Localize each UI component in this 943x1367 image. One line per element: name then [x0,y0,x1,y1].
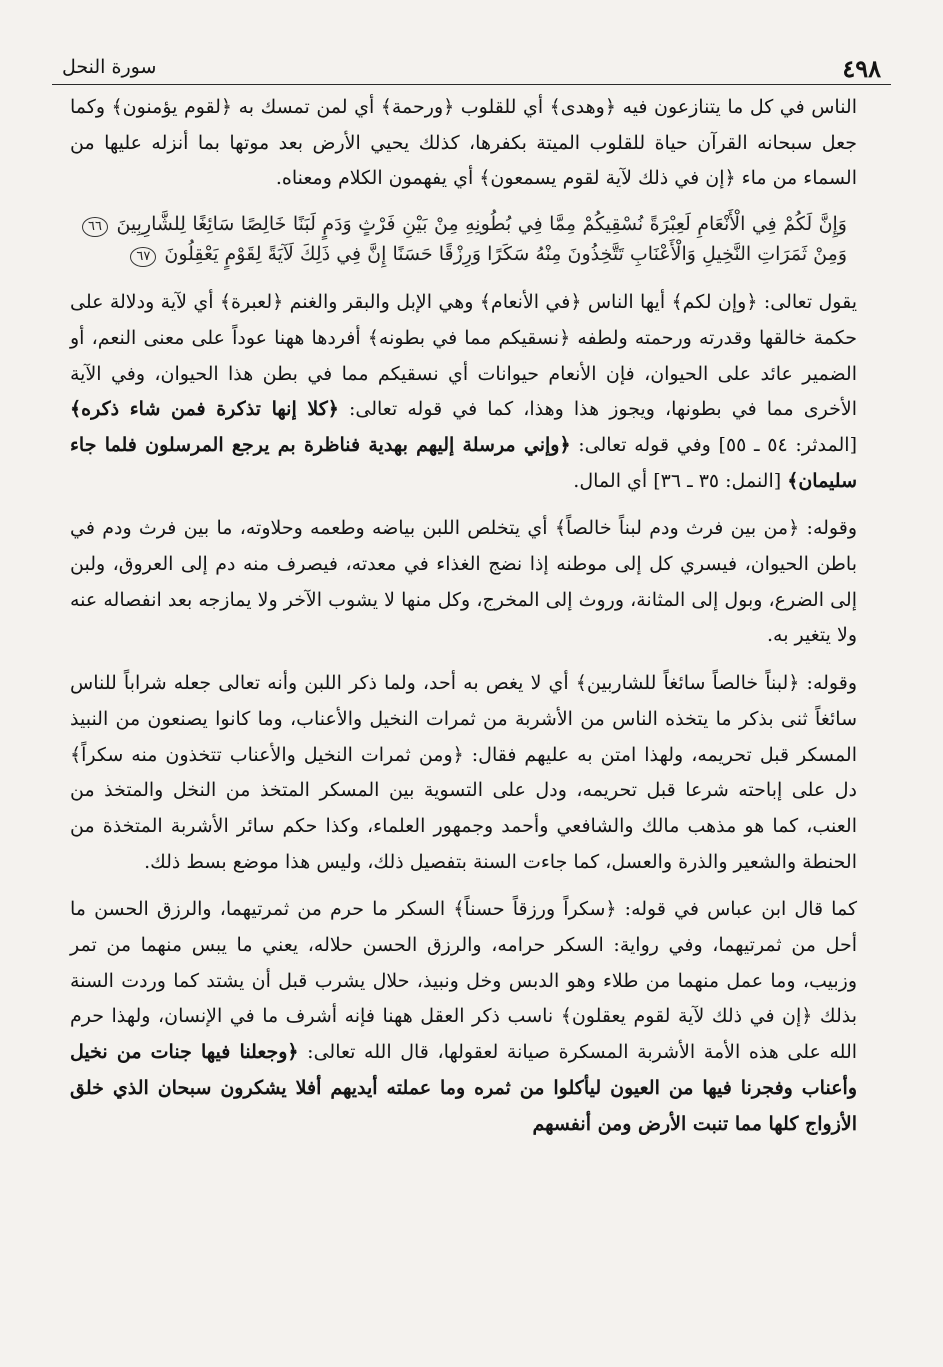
paragraph [70,285,857,499]
verse-reference: [المدثر: ٥٤ ـ ٥٥] وفي قوله تعالى: [570,433,857,456]
page-number: ٤٩٨ [842,54,881,83]
ayah-number-marker: ٦٦ [82,217,108,237]
page-header [52,50,891,85]
verse-text: وَمِنْ ثَمَرَاتِ النَّخِيلِ وَالْأَعْنَابِ تَتَّخِذُونَ مِنْهُ سَكَرًا وَرِزْقًا حَسَنًا إِنَّ فِي ذَلِكَ لَآيَةً لِقَوْمٍ يَعْقِلُونَ [164,243,847,266]
quoted-verse: ﴿وإني مرسلة إليهم بهدية فناظرة بم يرجع المرسلون فلما جاء سليمان﴾ [70,433,857,492]
paragraph: وقوله: ﴿من بين فرث ودم لبناً خالصاً﴾ أي يتخلص اللبن بياضه وطعمه وحلاوته، ما بين فرث ودم في باطن الحيوان، فيسري كل إلى موطنه إذا نضج الغذاء في معدته، فيصرف منه دم إلى العروق، ولبن إلى الضرع، وبول إلى المثانة، وروث إلى المخرج، وكل منها لا يشوب الآخر ولا يمازجه بعد انفصاله عنه ولا يتغير به. [70,517,857,647]
commentary-text: كما قال ابن عباس في قوله: ﴿سكراً ورزقاً حسناً﴾ السكر ما حرم من ثمرتيهما، والرزق الحسن ما أحل من ثمرتيهما، وفي رواية: السكر حرامه، والرزق الحسن حلاله، يعني ما يبس منهما من تمر وزبيب، وما عمل منهما من طلاء وهو الدبس وخل ونبيذ، حلال يشرب قبل أن يشتد كما وردت السنة بذلك ﴿إن في ذلك لآية لقوم يعقلون﴾ ناسب ذكر العقل ههنا فإنه أشرف ما في الإنسان، ولهذا حرم الله على هذه الأمة الأشربة المسكرة صيانة لعقولها، قال الله تعالى: [70,898,858,1064]
ayah-number-marker: ٦٧ [130,247,156,267]
verse-text: وَإِنَّ لَكُمْ فِي الْأَنْعَامِ لَعِبْرَةً نُسْقِيكُمْ مِمَّا فِي بُطُونِهِ مِنْ بَيْنِ فَرْثٍ وَدَمٍ لَبَنًا خَالِصًا سَائِغًا لِلشَّارِبِينَ [116,213,847,236]
paragraph: وقوله: ﴿لبناً خالصاً سائغاً للشاربين﴾ أي لا يغص به أحد، ولما ذكر اللبن وأنه تعالى جعله شراباً للناس سائغاً ثنى بذكر ما يتخذه الناس من الأشربة من ثمرات النخيل والأعناب، وما كانوا يصنعون من النبيذ المسكر قبل تحريمه، ولهذا امتن به عليهم فقال: ﴿ومن ثمرات النخيل والأعناب تتخذون منه سكراً﴾ دل على إباحته شرعا قبل تحريمه، ودل على التسوية بين المسكر المتخذ من النخل والمتخذ من العنب، كما هو مذهب مالك والشافعي وأحمد وجمهور العلماء، وكذا حكم سائر الأشربة المتخذة من الحنطة والشعير والذرة والعسل، كما جاءت السنة بتفصيل ذلك، وليس هذا موضع بسط ذلك. [70,672,857,873]
quran-verses [80,209,847,269]
running-title: سورة النحل [62,56,157,78]
verse-reference: [النمل: ٣٥ ـ ٣٦] أي المال. [573,469,788,492]
quoted-verse: ﴿وجعلنا فيها جنات من نخيل وأعناب وفجرنا فيها من العيون ليأكلوا من ثمره وما عملته أيديهم أفلا يشكرون سبحان الذي خلق الأزواج كلها مما تنبت الأرض ومن أنفسهم [70,1041,857,1135]
quoted-verse: ﴿كلا إنها تذكرة فمن شاء ذكره﴾ [70,398,339,421]
paragraph: الناس في كل ما يتنازعون فيه ﴿وهدى﴾ أي للقلوب ﴿ورحمة﴾ أي لمن تمسك به ﴿لقوم يؤمنون﴾ وكما جعل سبحانه القرآن حياة للقلوب الميتة بكفرها، كذلك يحيي الأرض بعد موتها بما أنزله عليها من السماء من ماء ﴿إن في ذلك لآية لقوم يسمعون﴾ أي يفهمون الكلام ومعناه. [70,96,857,190]
page-body [70,90,857,1347]
commentary-text: يقول تعالى: ﴿وإن لكم﴾ أيها الناس ﴿في الأنعام﴾ وهي الإبل والبقر والغنم ﴿لعبرة﴾ أي لآية ودلالة على حكمة خالقها وقدرته ورحمته ولطفه ﴿نسقيكم مما في بطونه﴾ أفردها ههنا عوداً على معنى النعم، أو الضمير عائد على الحيوان، فإن الأنعام حيوانات أي نسقيكم مما في بطن هذا الحيوان، وفي الآية الأخرى مما في بطونها، ويجوز هذا وهذا، كما في قوله تعالى: [70,291,857,421]
paragraph [70,892,857,1142]
